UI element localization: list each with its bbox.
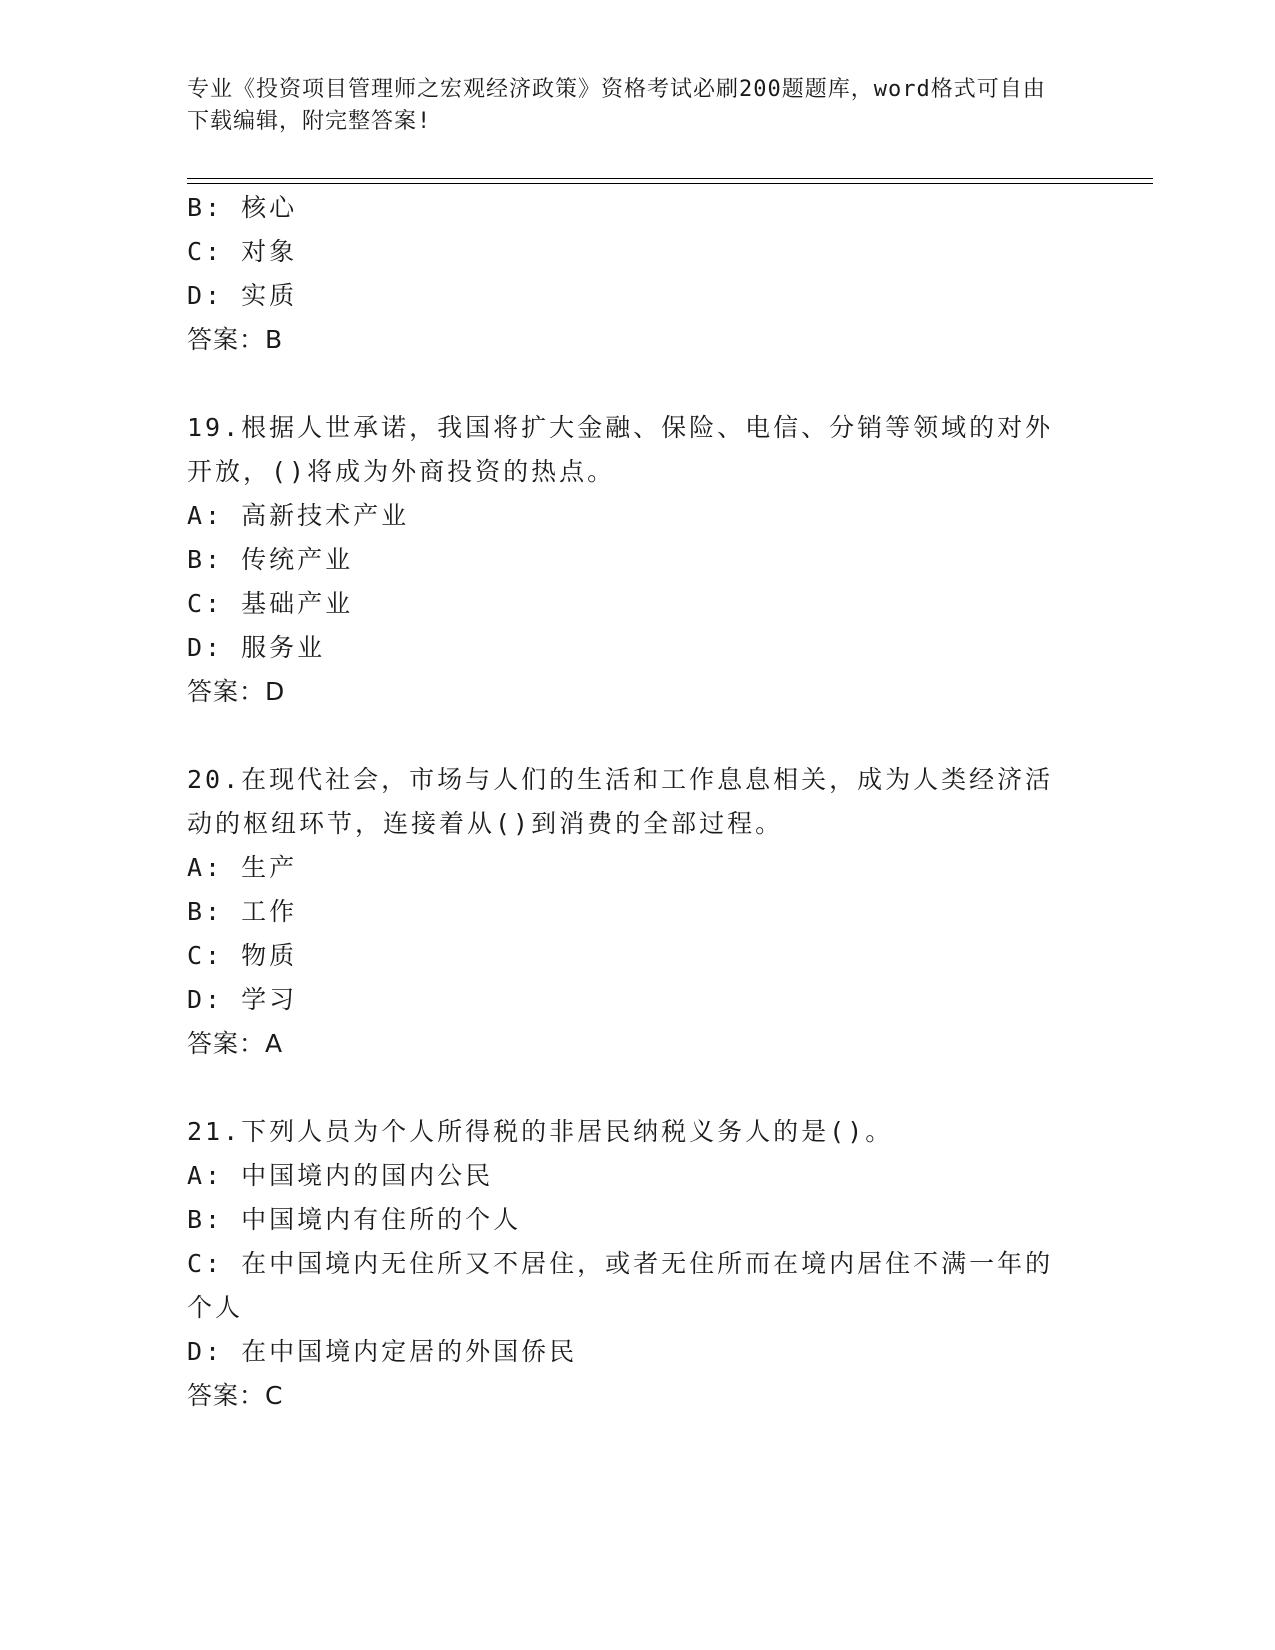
option-c: C: 物质 <box>187 941 298 970</box>
answer: 答案：C <box>187 1381 284 1410</box>
option-d: D: 在中国境内定居的外国侨民 <box>187 1337 578 1366</box>
document-header: 专业《投资项目管理师之宏观经济政策》资格考试必刷200题题库，word格式可自由下载编辑，附完整答案! <box>187 77 1046 134</box>
option-d: D: 服务业 <box>187 633 326 662</box>
answer: 答案：A <box>187 1029 284 1058</box>
option-c: C: 对象 <box>187 237 298 266</box>
option-b: B: 中国境内有住所的个人 <box>187 1205 522 1234</box>
option-a: A: 生产 <box>187 853 298 882</box>
question-stem: 19.根据人世承诺，我国将扩大金融、保险、电信、分销等领域的对外 <box>187 413 1054 442</box>
option-d: D: 实质 <box>187 281 298 310</box>
option-c-continuation: 个人 <box>187 1293 244 1322</box>
answer: 答案：D <box>187 677 286 706</box>
option-a: A: 中国境内的国内公民 <box>187 1161 494 1190</box>
answer: 答案：B <box>187 325 284 354</box>
header-divider-top <box>187 178 1153 179</box>
option-c: C: 在中国境内无住所又不居住，或者无住所而在境内居住不满一年的 <box>187 1249 1054 1278</box>
question-stem: 21.下列人员为个人所得税的非居民纳税义务人的是()。 <box>187 1117 894 1146</box>
question-stem: 开放，()将成为外商投资的热点。 <box>187 457 616 486</box>
option-b: B: 传统产业 <box>187 545 354 574</box>
option-b: B: 核心 <box>187 193 298 222</box>
option-c: C: 基础产业 <box>187 589 354 618</box>
option-b: B: 工作 <box>187 897 298 926</box>
header-divider-bottom <box>187 183 1153 184</box>
question-stem: 动的枢纽环节，连接着从()到消费的全部过程。 <box>187 809 784 838</box>
question-stem: 20.在现代社会，市场与人们的生活和工作息息相关，成为人类经济活 <box>187 765 1054 794</box>
option-d: D: 学习 <box>187 985 298 1014</box>
option-a: A: 高新技术产业 <box>187 501 410 530</box>
